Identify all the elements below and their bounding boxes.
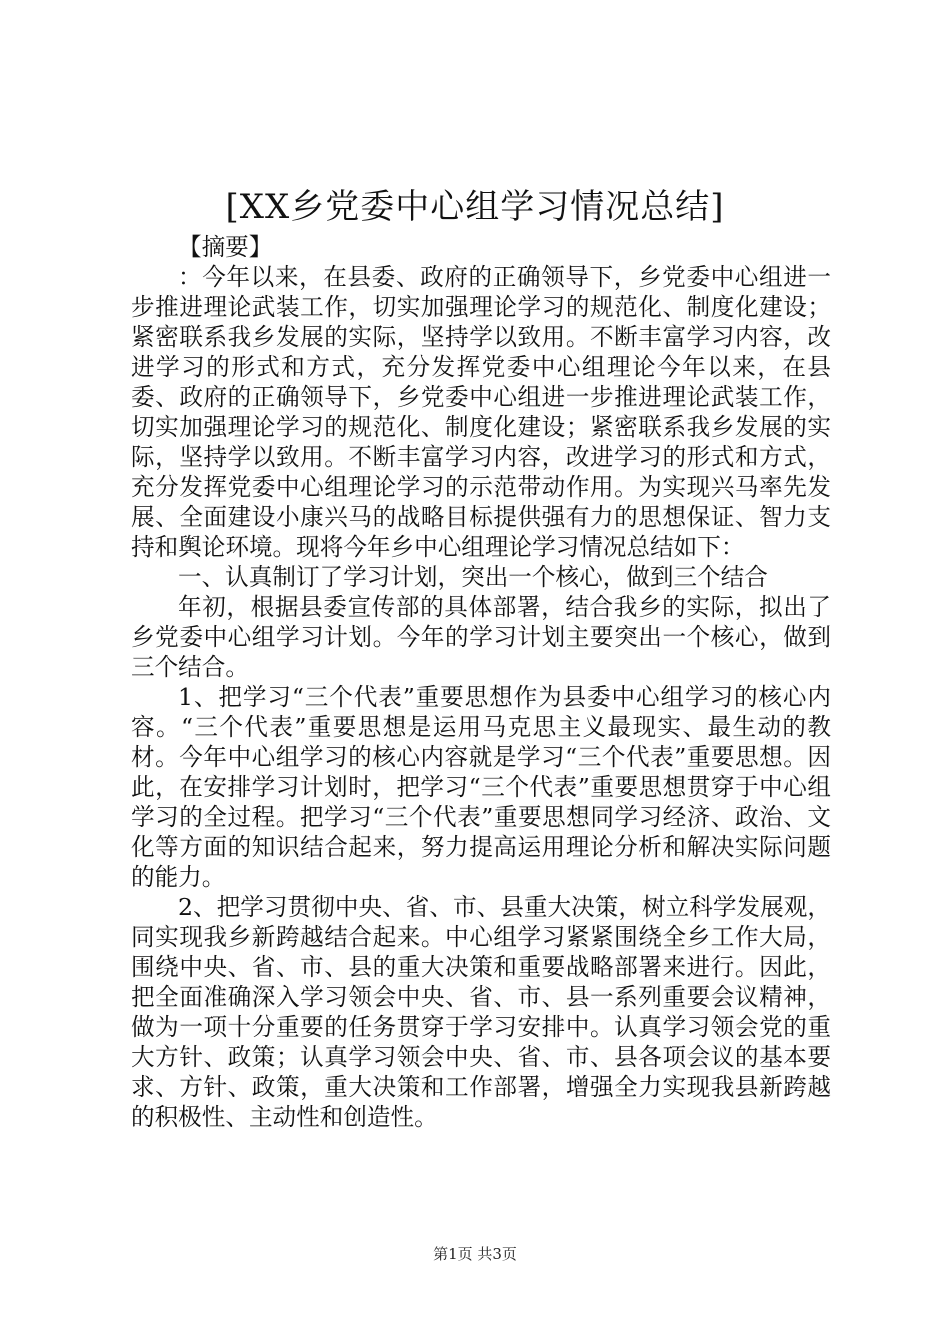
page-footer: 第1页 共3页 <box>433 1245 517 1263</box>
section-heading-1: 一、认真制订了学习计划，突出一个核心，做到三个结合 <box>178 563 768 591</box>
paragraph-point-1: 1、把学习“三个代表”重要思想作为县委中心组学习的核心内容。“三个代表”重要思想是运用马克思主义最现实、最生动的教材。今年中心组学习的核心内容就是学习“三个代表”重要思想。因此，在安排学习计划时，把学习“三个代表”重要思想贯穿于中心组学习的全过程。把学习“三个代表”重要思想同学习经济、政治、文化等方面的知识结合起来，努力提高运用理论分析和解决实际问题的能力。 <box>131 683 831 891</box>
paragraph-plan: 年初，根据县委宣传部的具体部署，结合我乡的实际，拟出了乡党委中心组学习计划。今年的学习计划主要突出一个核心，做到三个结合。 <box>131 593 831 681</box>
paragraph-intro: ：今年以来，在县委、政府的正确领导下，乡党委中心组进一步推进理论武装工作，切实加强理论学习的规范化、制度化建设；紧密联系我乡发展的实际，坚持学以致用。不断丰富学习内容，改进学习的形式和方式，充分发挥党委中心组理论今年以来，在县委、政府的正确领导下，乡党委中心组进一步推进理论武装工作，切实加强理论学习的规范化、制度化建设；紧密联系我乡发展的实际，坚持学以致用。不断丰富学习内容，改进学习的形式和方式，充分发挥党委中心组理论学习的示范带动作用。为实现兴马率先发展、全面建设小康兴马的战略目标提供强有力的思想保证、智力支持和舆论环境。现将今年乡中心组理论学习情况总结如下： <box>131 263 831 561</box>
document-title: [XX乡党委中心组学习情况总结] <box>225 187 725 227</box>
document-body <box>131 232 831 1132</box>
paragraph-point-2: 2、把学习贯彻中央、省、市、县重大决策，树立科学发展观，同实现我乡新跨越结合起来。中心组学习紧紧围绕全乡工作大局，围绕中央、省、市、县的重大决策和重要战略部署来进行。因此，把全面准确深入学习领会中央、省、市、县一系列重要会议精神，做为一项十分重要的任务贯穿于学习安排中。认真学习领会党的重大方针、政策；认真学习领会中央、省、市、县各项会议的基本要求、方针、政策，重大决策和工作部署，增强全力实现我县新跨越的积极性、主动性和创造性。 <box>131 893 831 1131</box>
abstract-label: 【摘要】 <box>178 233 273 261</box>
